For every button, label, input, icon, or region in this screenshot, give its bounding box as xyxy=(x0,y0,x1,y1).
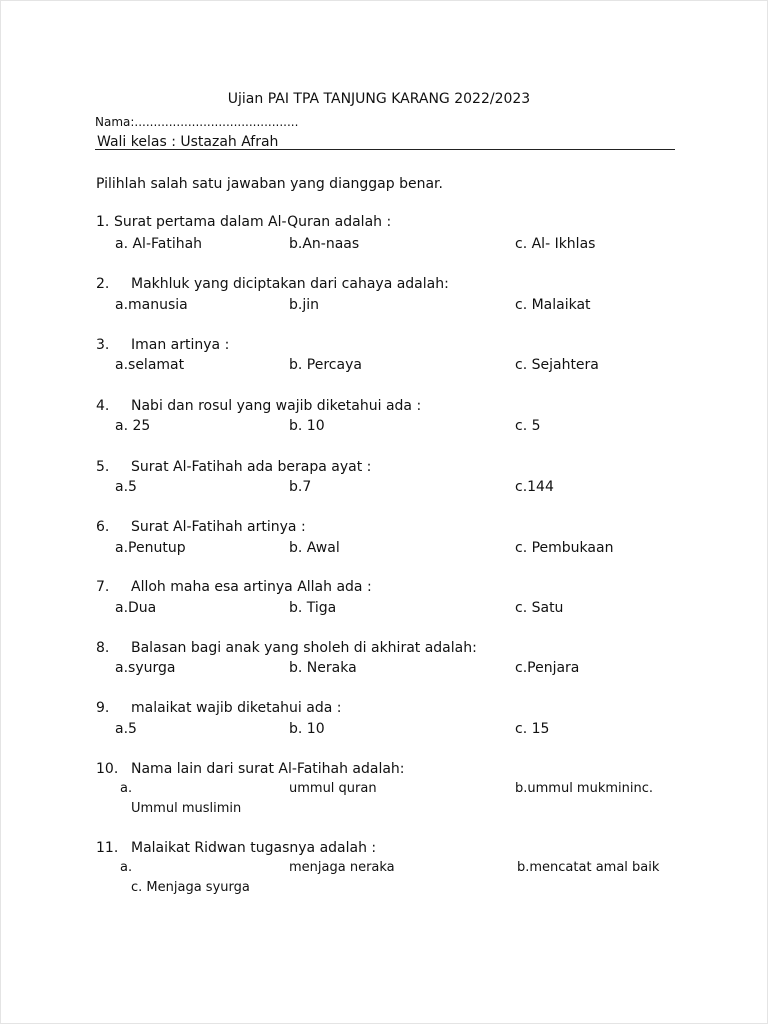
question-number: 10. xyxy=(96,761,119,777)
question-number: 9. xyxy=(96,700,110,716)
question-text: Iman artinya : xyxy=(131,337,230,353)
option-b: b. Tiga xyxy=(289,600,337,616)
option-a: a.selamat xyxy=(115,357,185,373)
option-a: a.5 xyxy=(115,479,137,495)
option-c: c. 5 xyxy=(515,418,541,434)
option-b: b.mencatat amal baik xyxy=(517,860,660,875)
question-number: 5. xyxy=(96,459,110,475)
underline-divider xyxy=(95,149,675,150)
option-a: a.Dua xyxy=(115,600,157,616)
option-a: a.5 xyxy=(115,721,137,737)
option-a: a. 25 xyxy=(115,418,151,434)
option-c: Ummul muslimin xyxy=(131,801,242,816)
question-text: Nabi dan rosul yang wajib diketahui ada : xyxy=(131,398,422,414)
option-a: a. xyxy=(120,781,133,796)
option-c: c. Al- Ikhlas xyxy=(515,236,596,252)
option-b: b.jin xyxy=(289,297,319,313)
question-text: Nama lain dari surat Al-Fatihah adalah: xyxy=(131,761,405,777)
option-a: a. Al-Fatihah xyxy=(115,236,203,252)
question-text: malaikat wajib diketahui ada : xyxy=(131,700,342,716)
option-c: c.Penjara xyxy=(515,660,580,676)
option-b: b.ummul mukmininc. xyxy=(515,781,654,796)
instruction-text: Pilihlah salah satu jawaban yang dianggap benar. xyxy=(96,176,443,192)
exam-title: Ujian PAI TPA TANJUNG KARANG 2022/2023 xyxy=(227,91,531,107)
question-text: Surat Al-Fatihah ada berapa ayat : xyxy=(131,459,372,475)
question-number: 2. xyxy=(96,276,110,292)
option-a: a.Penutup xyxy=(115,540,186,556)
option-b: b.An-naas xyxy=(289,236,360,252)
option-c: c. Sejahtera xyxy=(515,357,599,373)
name-field-line: Nama:........................................... xyxy=(95,115,299,129)
homeroom-teacher: Wali kelas : Ustazah Afrah xyxy=(97,134,279,150)
option-b: b. 10 xyxy=(289,418,325,434)
question-number: 4. xyxy=(96,398,110,414)
question-number: 3. xyxy=(96,337,110,353)
option-c: c. Malaikat xyxy=(515,297,591,313)
option-b: b. Awal xyxy=(289,540,340,556)
question-text: Makhluk yang diciptakan dari cahaya adalah: xyxy=(131,276,449,292)
question-number: 1. xyxy=(96,214,110,230)
option-c: c. Pembukaan xyxy=(515,540,614,556)
option-a: a. xyxy=(120,860,133,875)
question-text: Surat pertama dalam Al-Quran adalah : xyxy=(114,214,392,230)
option-c: c.144 xyxy=(515,479,554,495)
option-b: b. 10 xyxy=(289,721,325,737)
option-c: c. Menjaga syurga xyxy=(131,880,250,895)
option-a: a.syurga xyxy=(115,660,176,676)
question-text: Alloh maha esa artinya Allah ada : xyxy=(131,579,372,595)
question-number: 6. xyxy=(96,519,110,535)
question-number: 7. xyxy=(96,579,110,595)
option-a-text: ummul quran xyxy=(289,781,377,796)
option-a: a.manusia xyxy=(115,297,188,313)
option-c: c. 15 xyxy=(515,721,550,737)
question-number: 11. xyxy=(96,840,119,856)
option-b: b.7 xyxy=(289,479,312,495)
option-c: c. Satu xyxy=(515,600,564,616)
option-a-text: menjaga neraka xyxy=(289,860,395,875)
option-b: b. Percaya xyxy=(289,357,362,373)
question-text: Surat Al-Fatihah artinya : xyxy=(131,519,306,535)
option-b: b. Neraka xyxy=(289,660,357,676)
question-text: Balasan bagi anak yang sholeh di akhirat adalah: xyxy=(131,640,477,656)
question-text: Malaikat Ridwan tugasnya adalah : xyxy=(131,840,377,856)
question-number: 8. xyxy=(96,640,110,656)
